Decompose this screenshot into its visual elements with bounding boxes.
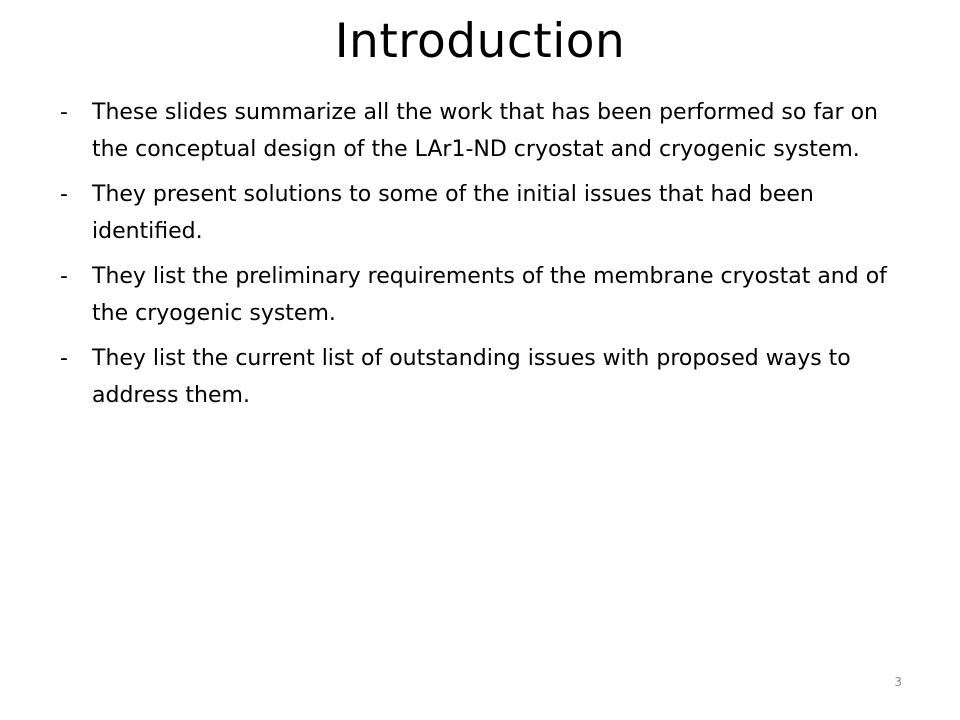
bullet-text: They list the current list of outstanding issues with proposed ways to address them. bbox=[92, 346, 851, 408]
page-number: 3 bbox=[894, 675, 902, 689]
bullet-item bbox=[60, 259, 900, 332]
bullet-marker: - bbox=[60, 346, 68, 371]
bullet-marker: - bbox=[60, 100, 68, 125]
bullet-list bbox=[60, 95, 900, 423]
bullet-marker: - bbox=[60, 264, 68, 289]
bullet-item bbox=[60, 341, 900, 414]
bullet-text: These slides summarize all the work that has been performed so far on the conceptual design of the LAr1-ND cryostat and cryogenic system. bbox=[92, 100, 878, 162]
slide-title: Introduction bbox=[334, 14, 626, 69]
bullet-item bbox=[60, 95, 900, 168]
bullet-item bbox=[60, 177, 900, 250]
bullet-marker: - bbox=[60, 182, 68, 207]
bullet-text: They present solutions to some of the initial issues that had been identified. bbox=[92, 182, 814, 244]
bullet-text: They list the preliminary requirements of the membrane cryostat and of the cryogenic system. bbox=[92, 264, 887, 326]
